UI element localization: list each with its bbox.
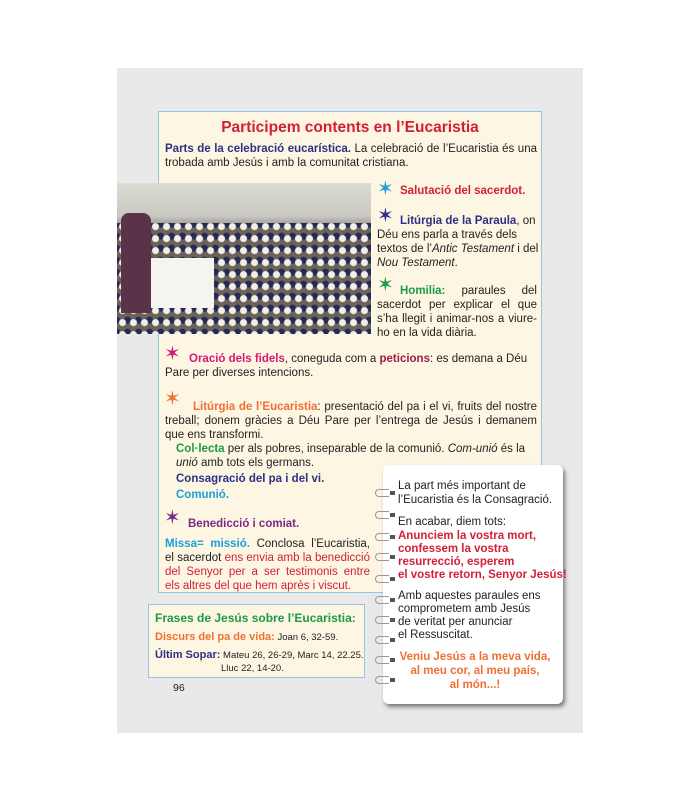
page-number: 96 xyxy=(173,682,185,694)
text: : presentació del pa i el vi, fruits del nostre treball; donem gràcies a Déu Pare per l’entrega de Jesús i demanem que ens transformi. xyxy=(165,401,538,441)
missa-paragraph xyxy=(165,537,370,593)
star-icon: ✶ xyxy=(164,507,181,529)
spiral-ring-icon xyxy=(375,656,389,664)
consagracio-label: Consagració del pa i del vi. xyxy=(176,473,325,485)
text: : es demana a Déu Pare per diverses intencions. xyxy=(165,353,528,379)
prayer-line: Veniu Jesús a la meva vida, xyxy=(399,651,551,663)
text: peticions xyxy=(379,353,430,365)
text: paraules del sacerdot per explicar el que s’ha llegit i animar-nos a viure-ho en la vida diària. xyxy=(377,285,537,339)
acclamation-line: Anunciem la vostra mort, xyxy=(398,530,537,542)
frases-sopar xyxy=(155,648,364,663)
spiral-ring-icon xyxy=(375,575,389,583)
spiral-ring-icon xyxy=(375,533,389,541)
text: Com-unió xyxy=(447,443,498,455)
text: Nou Testament xyxy=(377,257,455,269)
acclamation-line: el vostre retorn, Senyor Jesús! xyxy=(398,569,567,581)
text-line: el Ressuscitat. xyxy=(398,629,473,641)
prayer-line: al meu cor, al meu país, xyxy=(410,665,540,677)
comunio-label: Comunió. xyxy=(176,489,230,501)
frases-title: Frases de Jesús sobre l’Eucaristia: xyxy=(155,611,356,625)
spiral-ring-icon xyxy=(375,553,389,561)
collecta-label: Col·lecta xyxy=(176,443,225,455)
mass-photo xyxy=(117,183,371,334)
text: ens envia amb la benedicció del Senyor per a ser testimonis entre els altres del que hem après i viscut. xyxy=(165,552,370,592)
text: i del xyxy=(514,243,539,255)
spiral-ring-icon xyxy=(375,511,389,519)
text: Conclosa l’Eucaristia, el sacerdot xyxy=(165,538,370,564)
sopar-ref-2: Lluc 22, 14-20. xyxy=(221,663,284,674)
paraula-label: Litúrgia de la Paraula xyxy=(400,215,517,227)
text-line: de veritat per anunciar xyxy=(398,616,513,628)
text: . xyxy=(454,257,458,269)
text: Antic Testament xyxy=(431,243,515,255)
text: per als pobres, inseparable de la comunió. xyxy=(224,443,448,455)
star-icon: ✶ xyxy=(164,388,181,410)
star-icon: ✶ xyxy=(164,343,181,365)
notebook-p2: En acabar, diem tots: xyxy=(398,516,507,528)
text: , on Déu ens parla a través dels textos de l’ xyxy=(377,215,536,255)
star-icon: ✶ xyxy=(377,205,394,227)
spiral-ring-icon xyxy=(375,596,389,604)
benediccio-label: Benedicció i comiat. xyxy=(188,518,300,530)
text-line: comprometem amb Jesús xyxy=(398,603,531,615)
intro-paragraph xyxy=(165,142,537,170)
discurs-label: Discurs del pa de vida: xyxy=(155,631,275,643)
homilia-label: Homilia: xyxy=(400,285,446,297)
text-line: Amb aquestes paraules ens xyxy=(398,590,541,602)
acclamation xyxy=(398,530,567,582)
missa-label: Missa= missió. xyxy=(165,538,250,550)
prayer xyxy=(390,650,560,692)
spiral-ring-icon xyxy=(375,676,389,684)
oracio-paragraph xyxy=(165,352,537,380)
salutacio-label: Salutació del sacerdot. xyxy=(400,185,526,197)
star-icon: ✶ xyxy=(377,274,394,296)
text: unió xyxy=(176,457,198,469)
spiral-ring-icon xyxy=(375,616,389,624)
text: és la xyxy=(497,443,526,455)
page-title: Participem contents en l’Eucaristia xyxy=(221,119,479,136)
notebook-p3 xyxy=(398,590,541,642)
paraula-paragraph xyxy=(377,214,539,270)
star-icon: ✶ xyxy=(377,178,394,200)
frases-discurs xyxy=(155,630,338,645)
acclamation-line: confessem la vostra xyxy=(398,543,509,555)
spiral-ring-icon xyxy=(375,636,389,644)
oracio-label: Oració dels fidels xyxy=(189,353,285,365)
text: , coneguda com a xyxy=(284,353,380,365)
text: amb tots els germans. xyxy=(197,457,315,469)
spiral-ring-icon xyxy=(375,489,389,497)
eucaristia-paragraph xyxy=(165,400,537,442)
sopar-label: Últim Sopar: xyxy=(155,649,221,661)
prayer-line: al món...! xyxy=(449,679,501,691)
eucaristia-label: Litúrgia de l’Eucaristia xyxy=(193,401,318,413)
discurs-ref: Joan 6, 32-59. xyxy=(274,632,339,643)
sopar-ref: Mateu 26, 26-29, Marc 14, 22.25. xyxy=(220,650,364,661)
notebook-p1: La part més important de l’Eucaristia és la Consagració. xyxy=(398,480,553,506)
homilia-paragraph xyxy=(377,284,537,340)
acclamation-line: resurrecció, esperem xyxy=(398,556,515,568)
intro-label: Parts de la celebració eucarística. xyxy=(165,143,351,155)
intro-text: La celebració de l’Eucaristia és una trobada amb Jesús i amb la comunitat cristiana. xyxy=(165,143,537,169)
